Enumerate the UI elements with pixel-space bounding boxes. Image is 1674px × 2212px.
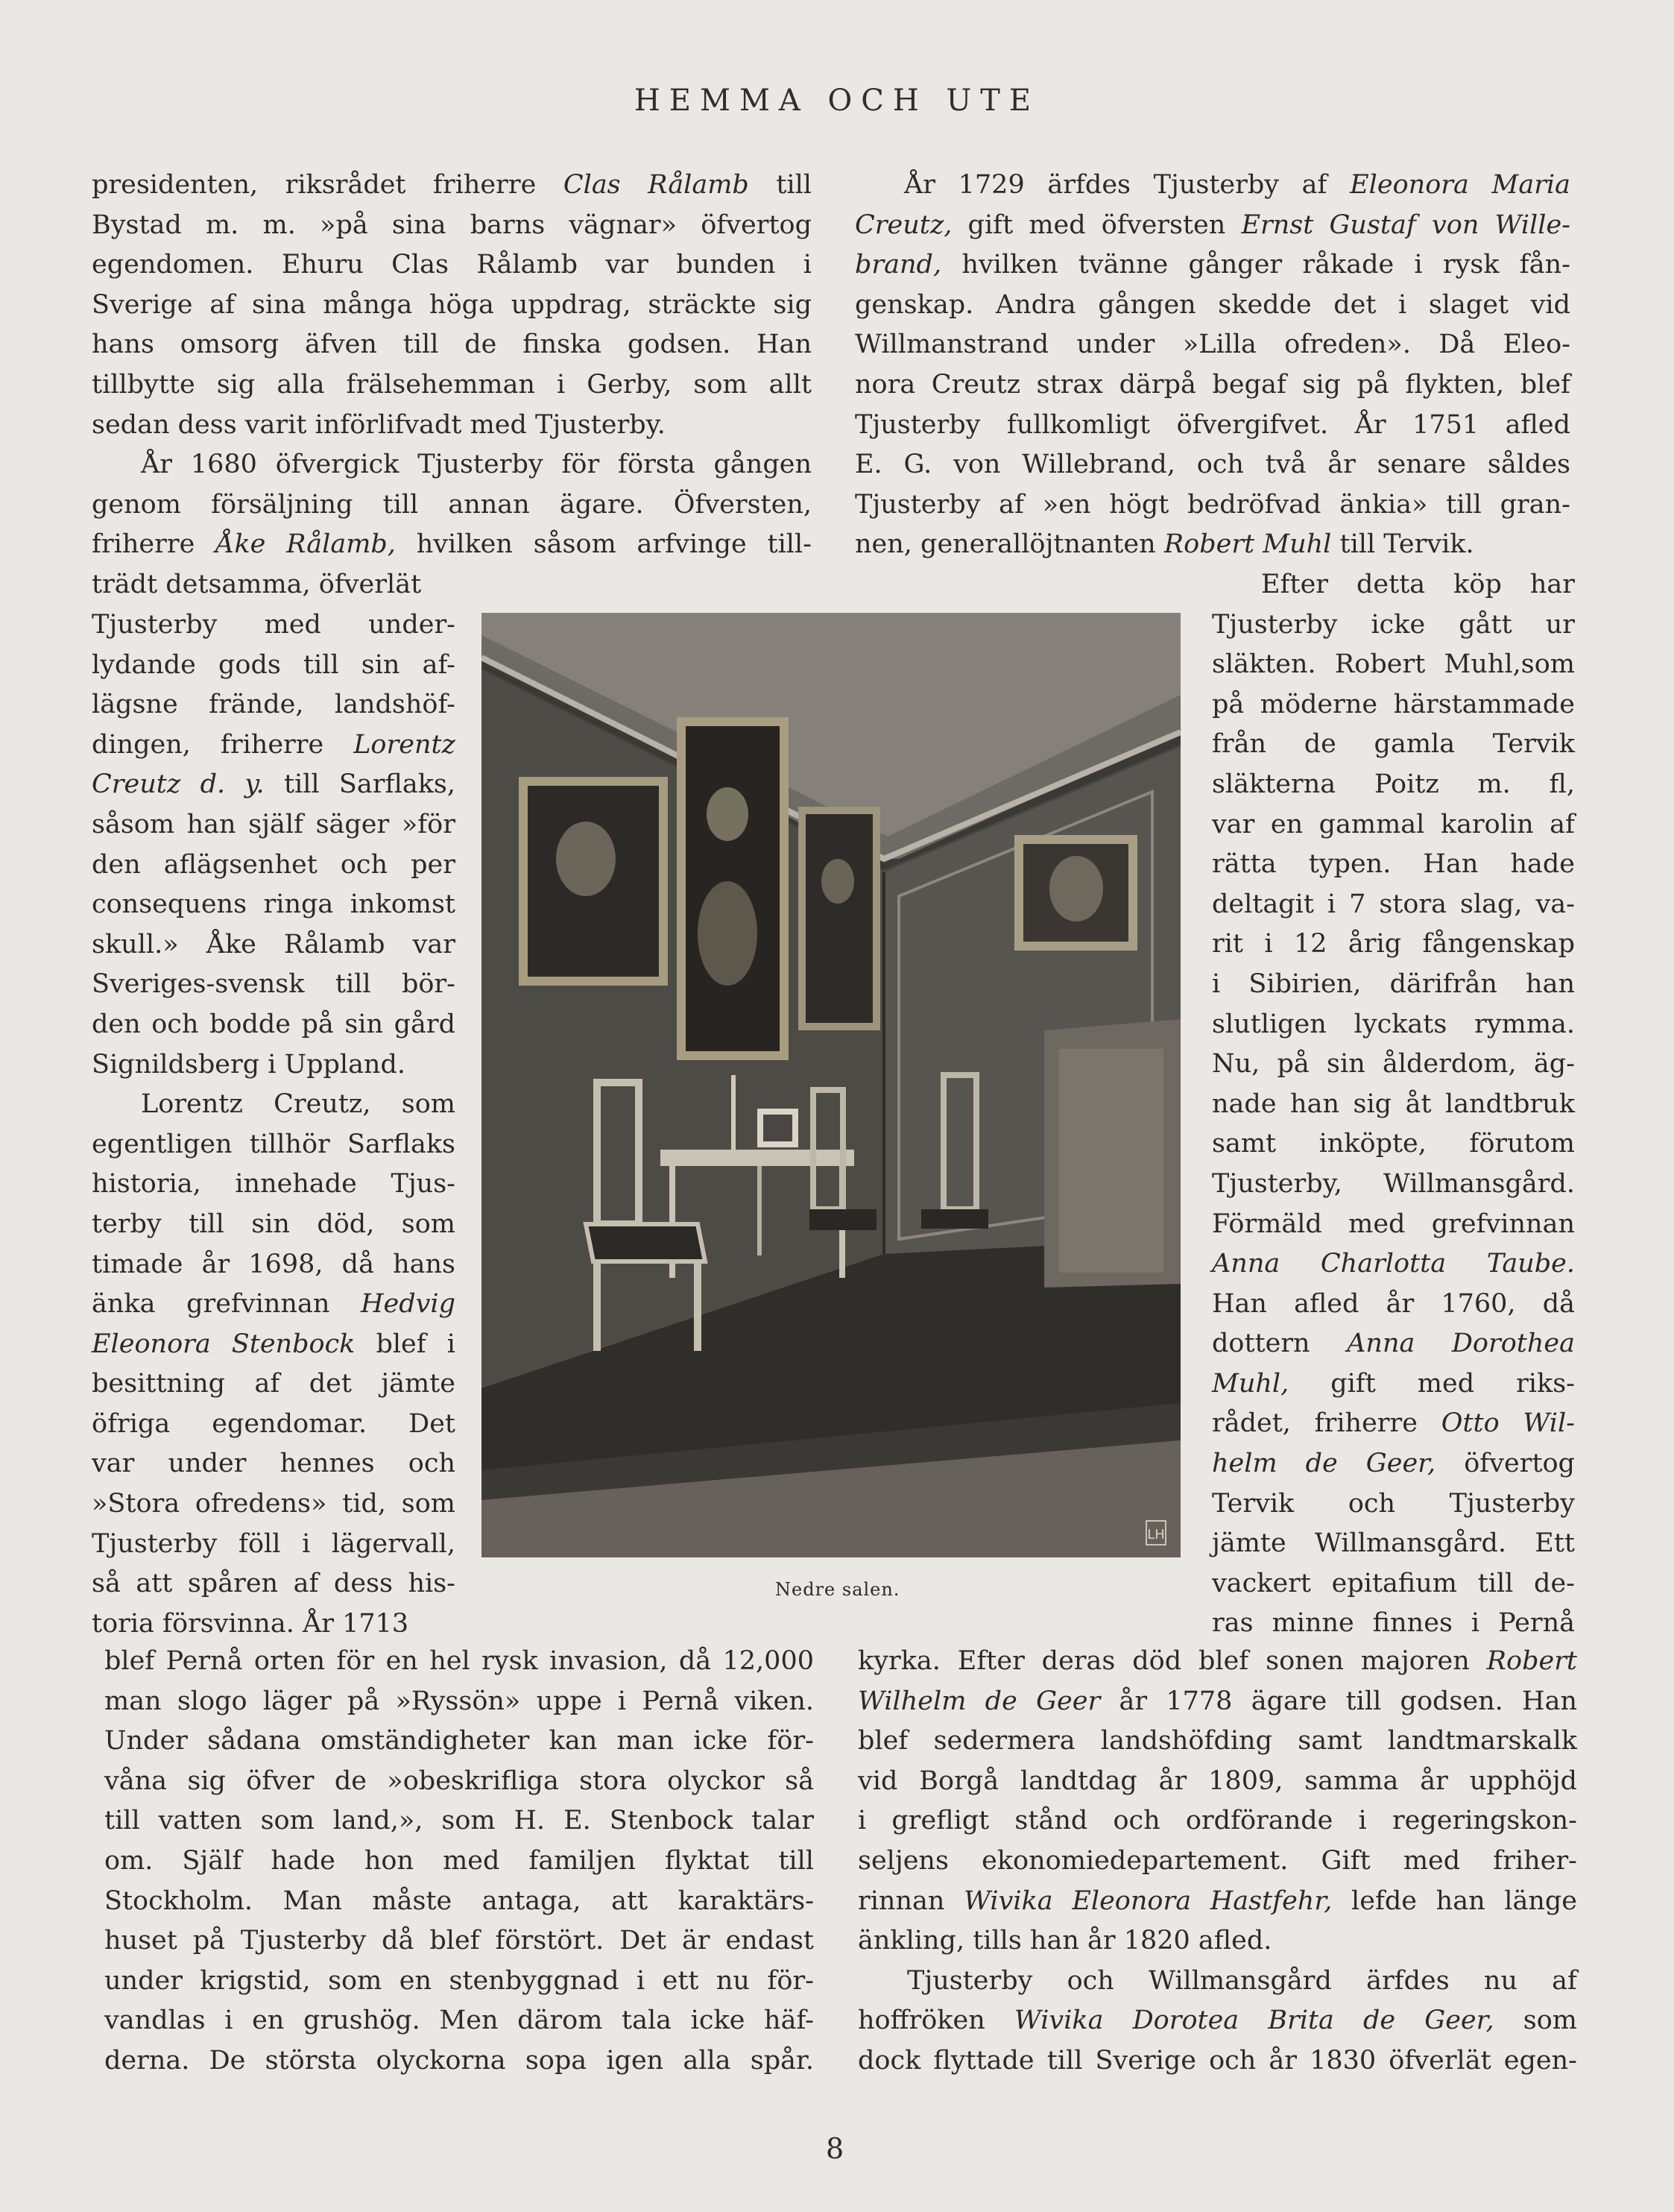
text-line: i grefligt stånd och ordförande i regeringskon- xyxy=(858,1806,1577,1836)
left-column-lower xyxy=(104,1642,814,2082)
text-line: Under sådana omständigheter kan man icke för- xyxy=(104,1726,814,1756)
text-line: man slogo läger på »Ryssön» uppe i Pernå viken. xyxy=(104,1686,814,1716)
text-line: Tjusterby, Willmansgård. xyxy=(1212,1168,1575,1199)
text-line: skull.» Åke Rålamb var xyxy=(92,929,455,960)
text-line: Efter detta köp har xyxy=(1261,570,1575,599)
text-line: Tjusterby med under- xyxy=(92,610,455,640)
text-line: på möderne härstammade xyxy=(1212,689,1575,719)
text-line: tillbytte sig alla frälsehemman i Gerby, som allt xyxy=(92,369,812,400)
text-line: presidenten, riksrådet friherre Clas Rålamb till xyxy=(92,170,812,200)
right-column-narrow xyxy=(1212,565,1575,1644)
text-line: vandlas i en grushög. Men därom tala icke häf- xyxy=(104,2005,814,2036)
text-line: från de gamla Tervik xyxy=(1212,729,1575,760)
text-line: Muhl, gift med riks- xyxy=(1212,1368,1575,1399)
text-line: lydande gods till sin af- xyxy=(92,649,455,680)
text-line: vackert epitafium till de- xyxy=(1212,1568,1575,1598)
text-line: Willmanstrand under »Lilla ofreden». Då Eleo- xyxy=(855,330,1570,360)
text-line: Tjusterby föll i lägervall, xyxy=(92,1528,455,1559)
text-line: samt inköpte, förutom xyxy=(1212,1129,1575,1159)
text-line: rinnan Wivika Eleonora Hastfehr, lefde han länge xyxy=(858,1885,1577,1916)
text-line: huset på Tjusterby då blef förstört. Det är endast xyxy=(104,1926,814,1956)
photo-caption: Nedre salen. xyxy=(775,1579,900,1600)
text-line: under krigstid, som en stenbyggnad i ett nu för- xyxy=(104,1965,814,1996)
text-line: ras minne finnes i Pernå xyxy=(1212,1608,1575,1639)
text-line: den aflägsenhet och per xyxy=(92,849,455,880)
text-line: vid Borgå landtdag år 1809, samma år upphöjd xyxy=(858,1765,1577,1796)
text-line: rådet, friherre Otto Wil- xyxy=(1212,1408,1576,1439)
text-line: toria försvinna. År 1713 xyxy=(92,1608,409,1639)
text-line: genom försäljning till annan ägare. Öfversten, xyxy=(92,489,812,520)
text-line: Tjusterby icke gått ur xyxy=(1212,609,1575,640)
text-line: Tjusterby af »en högt bedröfvad änkia» till gran- xyxy=(855,489,1570,520)
text-line: derna. De största olyckorna sopa igen alla spår. xyxy=(104,2045,814,2076)
text-line: Tjusterby och Willmansgård ärfdes nu af xyxy=(907,1965,1577,1996)
text-line: genskap. Andra gången skedde det i slaget vid xyxy=(855,289,1570,320)
text-line: till vatten som land,», som H. E. Stenbock talar xyxy=(104,1806,814,1836)
text-line: Tervik och Tjusterby xyxy=(1212,1488,1575,1519)
text-line: Sveriges-svensk till bör- xyxy=(92,969,455,1000)
left-column-upper xyxy=(92,166,812,605)
text-line: Han afled år 1760, då xyxy=(1212,1288,1575,1319)
text-line: änka grefvinnan Hedvig xyxy=(92,1289,455,1320)
page-number: 8 xyxy=(826,2132,844,2165)
text-line: besittning af det jämte xyxy=(92,1369,455,1399)
text-line: så att spåren af dess his- xyxy=(92,1569,455,1599)
text-line: om. Själf hade hon med familjen flyktat till xyxy=(104,1845,814,1876)
text-line: nade han sig åt landtbruk xyxy=(1212,1088,1575,1119)
text-line: Nu, på sin ålderdom, äg- xyxy=(1212,1049,1575,1080)
text-line: nora Creutz strax därpå begaf sig på flykten, blef xyxy=(855,369,1570,400)
text-line: var en gammal karolin af xyxy=(1212,809,1575,839)
text-line: helm de Geer, öfvertog xyxy=(1212,1449,1575,1479)
text-line: blef sedermera landshöfding samt landtmarskalk xyxy=(858,1726,1577,1756)
text-line: Eleonora Stenbock blef i xyxy=(92,1329,455,1359)
text-line: kyrka. Efter deras död blef sonen majoren Robert xyxy=(858,1646,1577,1676)
text-line: slutligen lyckats rymma. xyxy=(1212,1009,1575,1039)
text-line: egendomen. Ehuru Clas Rålamb var bunden i xyxy=(92,250,812,280)
text-line: friherre Åke Rålamb, hvilken såsom arfvinge till- xyxy=(92,529,812,560)
interior-photo xyxy=(481,613,1181,1557)
text-line: Creutz d. y. till Sarflaks, xyxy=(92,769,455,800)
text-line: öfriga egendomar. Det xyxy=(92,1408,455,1439)
photo-monogram: LH xyxy=(1147,1527,1165,1543)
right-column-upper xyxy=(855,166,1570,565)
text-line: »Stora ofredens» tid, som xyxy=(92,1489,455,1519)
text-line: egentligen tillhör Sarflaks xyxy=(92,1129,455,1159)
text-line: dingen, friherre Lorentz xyxy=(92,729,455,760)
text-line: Signildsberg i Uppland. xyxy=(92,1049,406,1080)
text-line: änkling, tills han år 1820 afled. xyxy=(858,1926,1272,1956)
text-line: släkterna Poitz m. fl, xyxy=(1212,769,1575,799)
text-line: Lorentz Creutz, som xyxy=(141,1089,455,1120)
text-line: den och bodde på sin gård xyxy=(92,1009,455,1039)
right-column-lower xyxy=(858,1642,1577,2082)
text-line: lägsne frände, landshöf- xyxy=(92,690,455,720)
text-line: År 1680 öfvergick Tjusterby för första gången xyxy=(141,450,812,480)
text-line: Anna Charlotta Taube. xyxy=(1212,1249,1575,1279)
text-line: släkten. Robert Muhl,som xyxy=(1212,649,1575,680)
text-line: År 1729 ärfdes Tjusterby af Eleonora Maria xyxy=(904,170,1570,200)
text-line: trädt detsamma, öfverlät xyxy=(92,569,422,599)
text-line: såsom han själf säger »för xyxy=(92,809,455,839)
running-header: HEMMA OCH UTE xyxy=(634,83,1040,118)
text-line: deltagit i 7 stora slag, va- xyxy=(1212,889,1575,919)
text-line: sedan dess varit införlifvadt med Tjusterby. xyxy=(92,409,666,440)
text-line: historia, innehade Tjus- xyxy=(92,1169,455,1200)
text-line: nen, generallöjtnanten Robert Muhl till Tervik. xyxy=(855,529,1474,560)
text-line: seljens ekonomiedepartement. Gift med friher- xyxy=(858,1845,1577,1876)
text-line: blef Pernå orten för en hel rysk invasion, då 12,000 xyxy=(104,1646,814,1676)
text-line: jämte Willmansgård. Ett xyxy=(1212,1528,1575,1559)
text-line: Bystad m. m. »på sina barns vägnar» öfvertog xyxy=(92,209,812,240)
text-line: brand, hvilken tvänne gånger råkade i rysk fån- xyxy=(855,250,1570,280)
text-line: Creutz, gift med öfversten Ernst Gustaf von Wille- xyxy=(855,209,1570,240)
text-line: hoffröken Wivika Dorotea Brita de Geer, som xyxy=(858,2005,1577,2036)
text-line: Wilhelm de Geer år 1778 ägare till godsen. Han xyxy=(858,1686,1577,1716)
text-line: dottern Anna Dorothea xyxy=(1212,1329,1575,1359)
text-line: timade år 1698, då hans xyxy=(92,1249,455,1279)
text-line: dock flyttade till Sverige och år 1830 öfverlät egen- xyxy=(858,2045,1577,2076)
text-line: rit i 12 årig fångenskap xyxy=(1212,929,1575,960)
text-line: terby till sin död, som xyxy=(92,1209,455,1239)
text-line: hans omsorg äfven till de finska godsen. Han xyxy=(92,330,812,360)
text-line: Stockholm. Man måste antaga, att karaktärs- xyxy=(104,1885,814,1916)
left-column-narrow xyxy=(92,605,455,1644)
text-line: i Sibirien, därifrån han xyxy=(1212,968,1575,999)
text-line: Sverige af sina många höga uppdrag, sträckte sig xyxy=(92,289,812,320)
text-line: våna sig öfver de »obeskrifliga stora olyckor så xyxy=(104,1765,814,1796)
text-line: var under hennes och xyxy=(92,1449,455,1479)
text-line: Förmäld med grefvinnan xyxy=(1212,1209,1575,1239)
text-line: Tjusterby fullkomligt öfvergifvet. År 1751 afled xyxy=(855,409,1570,440)
text-line: rätta typen. Han hade xyxy=(1212,849,1575,880)
text-line: consequens ringa inkomst xyxy=(92,889,455,920)
text-line: E. G. von Willebrand, och två år senare såldes xyxy=(855,450,1570,480)
